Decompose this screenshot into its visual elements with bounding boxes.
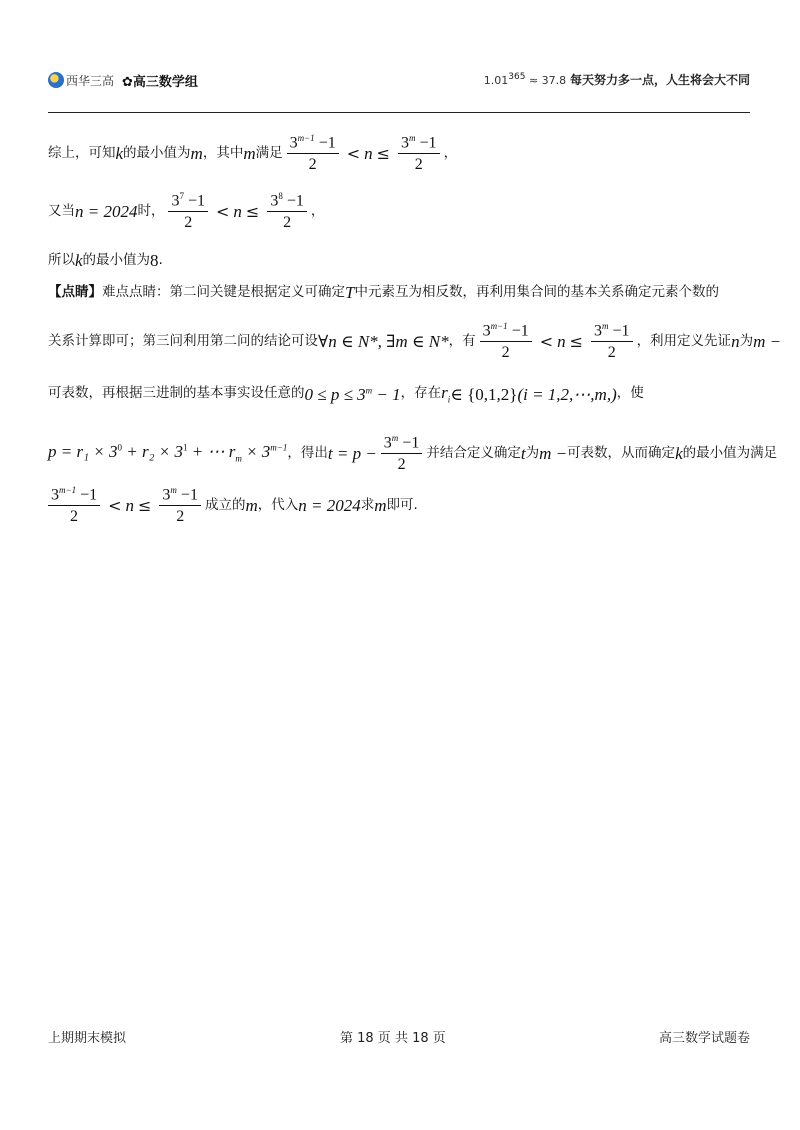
text-l6-a: 可表数，再根据三进制的基本事实设任意的 [48,385,305,402]
text-l8-n: n [125,496,135,516]
text-l2-n: n [233,202,242,222]
text-l7-p: p = r₁ × 3 [48,442,118,462]
text-l7-f-bot: 2 [397,456,406,474]
text-l5-lt: < [539,331,554,351]
text-l5-f-bot: 2 [607,344,616,362]
text-l7-p4: × 3 [241,442,271,462]
text-l5-le: ≤ [569,331,584,351]
text-l4-b: 中元素互为相反数，再利用集合间的基本关系确定元素个数的 [354,283,719,300]
fraction-upper [398,134,440,173]
text-l1-le: ≤ [376,143,391,163]
footer-page-number: 第 18 页 共 18 页 [340,1031,446,1046]
text-l1-n: n [364,144,373,164]
text-l7-f-top: 3 [383,434,392,452]
text-l2-f1-rest: −1 [183,192,206,210]
text-l4-T: T [345,283,355,302]
text-l2-f-bot: 2 [184,214,193,232]
text-l1-frac1-top: 3 [289,134,298,152]
text-l3-v: 8 [150,251,159,270]
text-l8-c: 求 [360,496,375,513]
text-l8-f-bot: 2 [176,508,185,526]
text-l1-frac2-sup: m [409,133,416,143]
text-l6-range-sup: m [365,385,373,396]
conclusion-line-3 [48,252,163,269]
text-l5-f2-rest: −1 [608,322,630,340]
text-l1-frac2-top: 3 [401,134,410,152]
text-l2-lt: < [216,201,230,221]
text-l5-m: m − [753,332,782,352]
text-l5-n2: n [731,332,740,352]
text-l8-f2-top: 3 [162,486,171,504]
fraction-3-8 [267,192,307,231]
school-name: 西华三高 [66,74,115,88]
text-l2-eq: n = 2024 [75,202,138,222]
text-l8-f1-rest: −1 [76,486,98,504]
tip-fraction-upper [591,322,633,361]
text-l7-b: 并结合定义确定 [426,444,521,461]
text-l6-range-a: 0 ≤ p ≤ 3 [304,384,366,404]
text-l7-e: 的最小值为满足 [682,444,778,461]
text-l7-c: 为 [525,444,540,461]
tip-fraction-lower [480,322,532,361]
text-l6-c: ，使 [616,385,644,402]
tip-tag: 【点睛】 [48,283,102,300]
text-l6-idx: (i = 1,2,⋯,m,) [517,384,617,404]
text-l2-b: 时， [137,202,165,219]
tip-line-1 [48,284,719,301]
conclusion-line-1 [48,134,457,173]
text-l8-m: m [245,496,258,516]
text-l1-lt: < [346,143,361,163]
text-l2-end: ， [310,202,325,219]
text-l7-sub: m [235,453,242,464]
text-l8-b: ，代入 [257,496,299,513]
text-l7-f-sup: m [391,433,399,443]
text-l5-d: 为 [739,332,754,349]
text-l8-f1-sup: m−1 [59,485,77,495]
text-l6-set: ∈ {0,1,2} [450,384,518,404]
text-l5-a: 关系计算即可；第三问利用第二问的结论可设 [48,332,318,349]
conclusion-line-2 [48,192,324,231]
tip-line-2 [48,322,781,361]
text-l1-b: 的最小值为 [123,144,191,161]
text-l7-t: t = p − [327,444,377,464]
text-l7-s1: 1 [182,442,188,453]
page-header [48,64,750,104]
text-l7-k: k [675,444,683,464]
text-l6-range-b: − 1 [372,384,401,404]
text-l5-f2-sup: m [602,321,609,331]
group-name [122,71,198,90]
text-l7-a: ，得出 [287,444,328,461]
final-fraction-lower [48,486,100,525]
text-l5-f-bot: 2 [501,344,510,362]
text-l5-f1-rest: −1 [507,322,529,340]
text-motto-math-exp: 365 [508,72,526,82]
text-l5-f1-top: 3 [482,322,491,340]
text-l2-le: ≤ [245,201,260,221]
text-l2-f2-top: 3 [270,192,279,210]
text-l5-f2-top: 3 [594,322,603,340]
text-l1-frac-bot: 2 [308,156,317,174]
text-l3-k: k [75,251,83,270]
header-motto [484,71,750,88]
text-l3-b: 的最小值为 [82,251,151,268]
fraction-lower [287,134,339,173]
text-l2-f1-top: 3 [171,192,180,210]
text-l1-d: 满足 [255,144,283,161]
text-l8-f-bot: 2 [70,508,79,526]
text-l8-m2: m [374,496,387,516]
text-l8-eq: n = 2024 [298,496,361,516]
text-group: 高三数学组 [132,75,198,90]
text-l1-frac1-rest: −1 [314,134,336,152]
text-l1-frac1-sup: m−1 [297,133,315,143]
text-l6-b: ，存在 [400,385,442,402]
text-l1-c: ，其中 [202,144,244,161]
text-l8-a: 成立的 [204,496,246,513]
text-l7-m: m − [539,444,568,464]
text-l2-f-bot: 2 [283,214,292,232]
text-l7-d: 可表数，从而确定 [567,444,676,461]
text-l8-d: 即可. [386,496,418,513]
text-l1-m2: m [243,144,256,164]
text-l4-a: 难点点睛：第二问关键是根据定义可确定 [102,283,345,300]
text-l8-le: ≤ [138,495,152,515]
text-l5-n: n [557,332,566,352]
text-l5-c: ，利用定义先证 [636,332,732,349]
text-motto-math-rest: ≈ 37.8 [525,74,567,87]
text-l8-f2-rest: −1 [176,486,198,504]
text-l2-f1-sup: 7 [179,191,184,201]
text-l1-end: ， [443,144,458,161]
footer-exam-name: 上期期末模拟 [48,1031,127,1046]
text-l7-f-rest: −1 [398,434,420,452]
tip-line-4 [48,434,777,473]
footer-paper-title: 高三数学试题卷 [658,1031,750,1046]
text-l2-f2-rest: −1 [282,192,304,210]
tip-line-3 [48,384,644,404]
t-fraction [381,434,423,473]
text-motto-text: 每天努力多一点，人生将会大不同 [569,73,750,87]
text-l1-m: m [190,144,203,164]
text-l1-frac2-rest: −1 [415,134,437,152]
school-logo-icon [48,72,64,88]
text-l1-frac-bot: 2 [414,156,423,174]
text-l1-k: k [115,144,124,164]
text-l2-a: 又当 [48,202,75,219]
text-l7-p3: + ⋯ r [187,442,236,462]
text-l5-b: ，有 [448,332,476,349]
text-l3-a: 所以 [48,251,75,268]
text-l8-f2-sup: m [170,485,177,495]
text-l6-ri-sub: i [447,394,451,405]
text-l7-s2: m−1 [270,442,288,453]
text-l5-f1-sup: m−1 [490,321,508,331]
tip-line-5 [48,486,418,525]
header-divider [48,112,750,113]
text-l7-t2: t [520,444,526,464]
text-l7-s0: 0 [117,442,122,453]
text-l3-end: . [158,251,163,268]
text-l7-p2: + r₂ × 3 [121,442,183,462]
flower-icon: ✿ [122,75,133,90]
text-l1-a: 综上，可知 [48,144,116,161]
text-motto-math-base: 1.01 [483,74,509,87]
text-l6-r: r [441,383,448,402]
text-l2-f2-sup: 8 [278,191,283,201]
final-fraction-upper [159,486,201,525]
fraction-3-7 [168,192,208,231]
text-l8-lt: < [108,495,122,515]
text-l5-cond: ∀n ∈ N*, ∃m ∈ N* [318,332,449,352]
text-l8-f1-top: 3 [51,486,59,504]
